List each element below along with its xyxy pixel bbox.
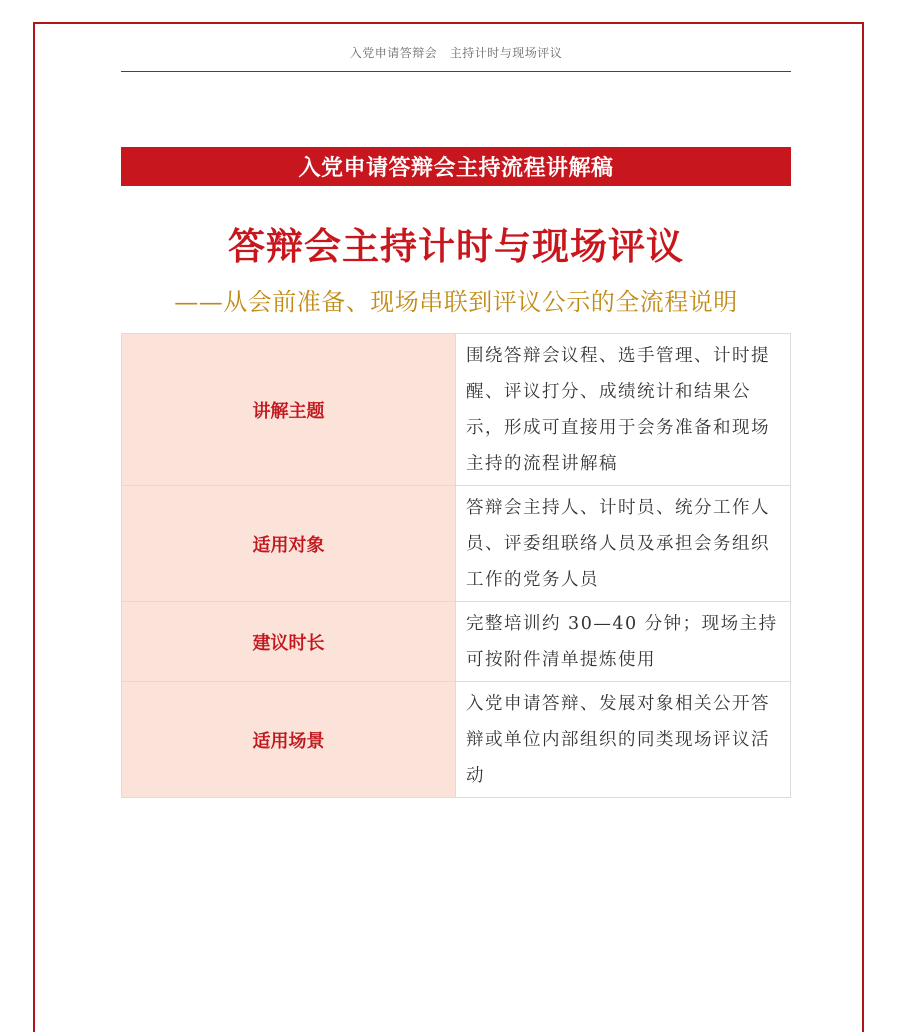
row-label: 建议时长 — [122, 602, 456, 682]
row-label: 适用场景 — [122, 682, 456, 798]
header-rule — [121, 71, 791, 72]
row-value: 完整培训约 30—40 分钟；现场主持可按附件清单提炼使用 — [456, 602, 791, 682]
document-page — [33, 22, 864, 1032]
table-row — [122, 602, 791, 682]
row-label: 适用对象 — [122, 486, 456, 602]
table-row — [122, 682, 791, 798]
table-row — [122, 334, 791, 486]
row-value: 答辩会主持人、计时员、统分工作人员、评委组联络人员及承担会务组织工作的党务人员 — [456, 486, 791, 602]
document-banner: 入党申请答辩会主持流程讲解稿 — [121, 147, 791, 186]
row-value: 入党申请答辩、发展对象相关公开答辩或单位内部组织的同类现场评议活动 — [456, 682, 791, 798]
subtitle: ——从会前准备、现场串联到评议公示的全流程说明 — [174, 288, 738, 316]
main-title: 答辩会主持计时与现场评议 — [228, 225, 684, 268]
row-value: 围绕答辩会议程、选手管理、计时提醒、评议打分、成绩统计和结果公示，形成可直接用于会务准备和现场主持的流程讲解稿 — [456, 334, 791, 486]
info-table — [121, 333, 791, 798]
running-header: 入党申请答辩会 主持计时与现场评议 — [349, 46, 563, 60]
row-label: 讲解主题 — [122, 334, 456, 486]
table-row — [122, 486, 791, 602]
